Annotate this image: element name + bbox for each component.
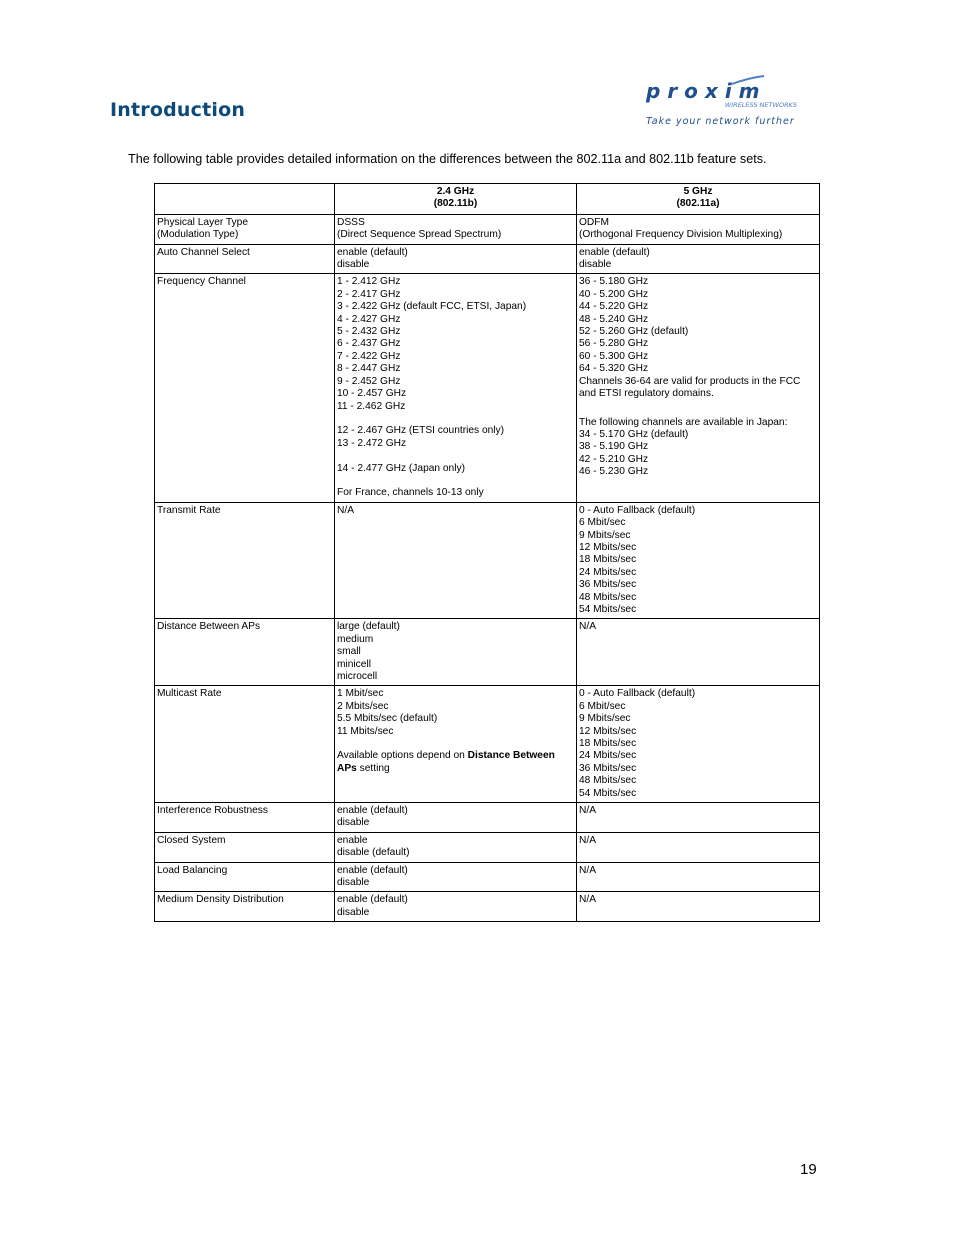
cell-line: N/A [579,864,596,876]
band-2-4ghz-cell [335,892,577,922]
cell-line: Auto Channel Select [157,246,250,258]
cell-line: N/A [579,894,596,906]
cell-line: 5.5 Mbits/sec (default) [337,713,438,725]
cell-line: 4 - 2.427 GHz [337,313,401,325]
cell-line: 3 - 2.422 GHz (default FCC, ETSI, Japan) [337,301,527,313]
feature-cell [155,862,335,892]
band-5ghz-cell [577,244,820,274]
cell-line [579,401,817,417]
page-title: Introduction [110,99,246,121]
feature-cell [155,274,335,502]
cell-line: enable [337,834,368,846]
cell-line: 9 - 2.452 GHz [337,375,401,387]
cell-line: 8 - 2.447 GHz [337,363,401,375]
table-row-auto-channel [155,244,820,274]
table-row-distance-aps [155,619,820,686]
table-row-multicast-rate [155,686,820,803]
feature-comparison-table [154,183,820,922]
header-5ghz-cell: 5 GHz (802.11a) [577,184,820,215]
cell-line: 64 - 5.320 GHz [579,363,649,375]
cell-line: 36 - 5.180 GHz [579,276,649,288]
logo-subtitle: WIRELESS NETWORKS [724,101,797,109]
band-5ghz-cell [577,619,820,686]
cell-line: 34 - 5.170 GHz (default) [579,428,689,440]
feature-cell [155,892,335,922]
cell-line [337,475,574,487]
feature-cell [155,686,335,803]
band-2-4ghz-cell [335,214,577,244]
cell-line: 6 Mbit/sec [579,700,626,712]
cell-line: For France, channels 10-13 only [337,487,484,499]
cell-line: disable [337,906,370,918]
intro-paragraph: The following table provides detailed information on the differences between the 802.11a and 802.11b feature sets. [128,152,767,166]
table-header-row [155,184,820,215]
cell-line: microcell [337,670,378,682]
cell-line: disable (default) [337,847,410,859]
cell-line: Distance Between APs [157,621,261,633]
cell-line: 9 Mbits/sec [579,713,631,725]
cell-line: 18 Mbits/sec [579,738,637,750]
cell-line: Physical Layer Type [157,216,248,228]
table-row-load-balancing [155,862,820,892]
cell-line: Multicast Rate [157,688,222,700]
band-2-4ghz-cell [335,686,577,803]
cell-line: 13 - 2.472 GHz [337,437,407,449]
page-number: 19 [800,1161,817,1178]
cell-line [337,738,574,750]
band-2-4ghz-cell [335,502,577,619]
cell-line: 10 - 2.457 GHz [337,388,407,400]
feature-cell [155,803,335,833]
cell-line: 1 - 2.412 GHz [337,276,401,288]
cell-line: 40 - 5.200 GHz [579,288,649,300]
cell-line: 12 - 2.467 GHz (ETSI countries only) [337,425,505,437]
cell-line: 48 - 5.240 GHz [579,313,649,325]
cell-line: ODFM [579,216,609,228]
table-row-closed-system [155,832,820,862]
band-5ghz-cell [577,274,820,502]
cell-line: 52 - 5.260 GHz (default) [579,326,689,338]
cell-line: 56 - 5.280 GHz [579,338,649,350]
band-5ghz-cell [577,214,820,244]
band-5ghz-cell [577,892,820,922]
feature-cell [155,832,335,862]
cell-line: 54 Mbits/sec [579,603,637,615]
cell-line: enable (default) [337,864,408,876]
band-5ghz-cell [577,832,820,862]
cell-line: 42 - 5.210 GHz [579,453,649,465]
cell-line: Frequency Channel [157,276,246,288]
feature-cell [155,619,335,686]
cell-line: small [337,646,361,658]
cell-line: enable (default) [579,246,650,258]
cell-line: 0 - Auto Fallback (default) [579,688,696,700]
cell-line: N/A [579,805,596,817]
header-2-4ghz-cell: 2.4 GHz (802.11b) [335,184,577,215]
cell-line: 46 - 5.230 GHz [579,466,649,478]
cell-line [337,450,574,462]
table-row-interference [155,803,820,833]
cell-line: 0 - Auto Fallback (default) [579,504,696,516]
band-2-4ghz-cell [335,619,577,686]
cell-line: 11 - 2.462 GHz [337,400,406,412]
cell-line: 9 Mbits/sec [579,529,631,541]
multicast-note: Available options depend on Distance Between APs setting [337,750,555,774]
band-2-4ghz-cell [335,832,577,862]
band-5ghz-cell [577,502,820,619]
cell-line: disable [579,259,612,271]
cell-line: 36 Mbits/sec [579,762,637,774]
cell-line: 60 - 5.300 GHz [579,350,649,362]
cell-line: 48 Mbits/sec [579,591,637,603]
band-2-4ghz-cell [335,274,577,502]
cell-line: 2 Mbits/sec [337,700,389,712]
cell-line: and ETSI regulatory domains. [579,388,714,400]
cell-line: 38 - 5.190 GHz [579,441,649,453]
cell-line: disable [337,877,370,889]
cell-line: The following channels are available in Japan: [579,416,788,428]
cell-line: 54 Mbits/sec [579,787,637,799]
logo-wordmark: proxim [646,79,767,103]
cell-line: 12 Mbits/sec [579,725,637,737]
cell-line: 44 - 5.220 GHz [579,301,649,313]
cell-line: 24 Mbits/sec [579,750,637,762]
cell-line: N/A [337,504,354,516]
feature-cell [155,214,335,244]
cell-line: N/A [579,621,596,633]
cell-line: medium [337,633,374,645]
cell-line: 18 Mbits/sec [579,554,637,566]
band-2-4ghz-cell [335,803,577,833]
band-2-4ghz-cell [335,862,577,892]
cell-line: 7 - 2.422 GHz [337,350,401,362]
cell-line: enable (default) [337,805,408,817]
cell-line: minicell [337,658,371,670]
band-2-4ghz-cell [335,244,577,274]
cell-line: 11 Mbits/sec [337,725,394,737]
table-row-physical-layer [155,214,820,244]
cell-line: Interference Robustness [157,805,268,817]
cell-line: N/A [579,834,596,846]
cell-line: Load Balancing [157,864,228,876]
feature-cell [155,502,335,619]
cell-line: 6 Mbit/sec [579,517,626,529]
cell-line [337,413,574,425]
cell-line: (Direct Sequence Spread Spectrum) [337,229,502,241]
band-5ghz-cell [577,803,820,833]
cell-line: 14 - 2.477 GHz (Japan only) [337,462,465,474]
cell-line: enable (default) [337,894,408,906]
cell-line: DSSS [337,216,365,228]
proxim-logo [640,70,810,130]
header-feature-cell [155,184,335,215]
cell-line: Closed System [157,834,226,846]
cell-line: 12 Mbits/sec [579,541,637,553]
cell-line: disable [337,817,370,829]
cell-line: 1 Mbit/sec [337,688,384,700]
cell-line: Transmit Rate [157,504,221,516]
cell-line: 6 - 2.437 GHz [337,338,401,350]
table-row-transmit-rate [155,502,820,619]
band-5ghz-cell [577,862,820,892]
cell-line: 48 Mbits/sec [579,775,637,787]
cell-line: (Modulation Type) [157,229,239,241]
cell-line: 5 - 2.432 GHz [337,326,401,338]
cell-line: 24 Mbits/sec [579,566,637,578]
cell-line: enable (default) [337,246,408,258]
feature-cell [155,244,335,274]
cell-line: (Orthogonal Frequency Division Multiplexing) [579,229,783,241]
cell-line: Medium Density Distribution [157,894,284,906]
logo-tagline: Take your network further [646,116,795,127]
cell-line: 36 Mbits/sec [579,579,637,591]
band-5ghz-cell [577,686,820,803]
table-row-frequency-channel [155,274,820,502]
cell-line: large (default) [337,621,400,633]
cell-line: Channels 36-64 are valid for products in the FCC [579,375,801,387]
cell-line: 2 - 2.417 GHz [337,288,401,300]
table-row-medium-density [155,892,820,922]
cell-line: disable [337,259,370,271]
